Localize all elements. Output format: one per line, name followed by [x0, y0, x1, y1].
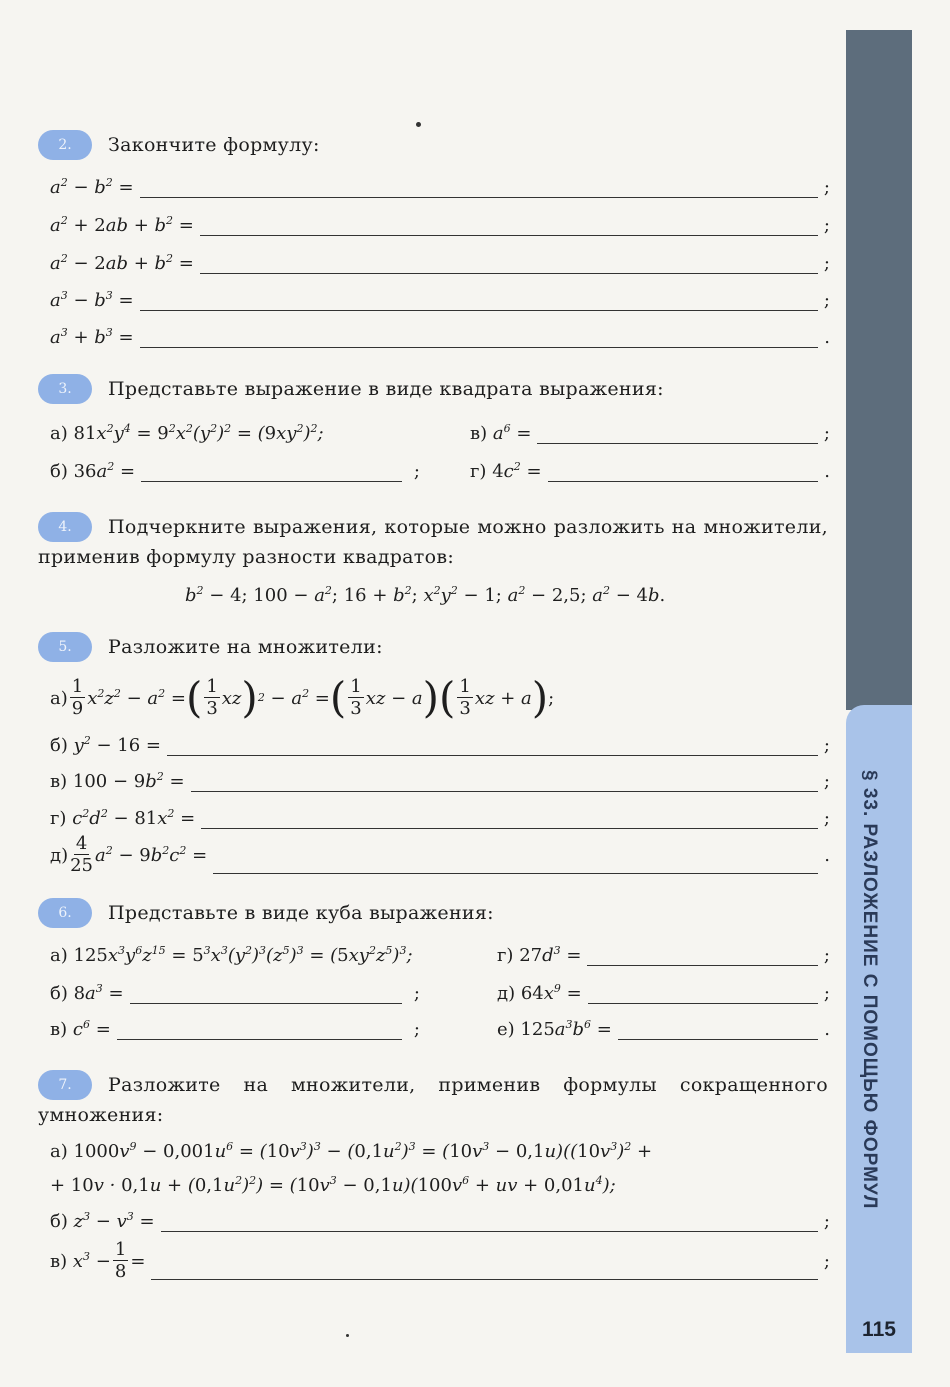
formula-row: г) $c^2d^2 - 81x^2$ = ;: [50, 807, 830, 829]
formula-row: д) $\frac{4}{25}$ $a^2 - 9b^2c^2$ = .: [50, 832, 830, 876]
answer-blank[interactable]: [548, 463, 819, 482]
formula-row: б) $y^2 - 16$ = ;: [50, 734, 830, 756]
item-label: а): [50, 687, 68, 709]
answer-blank[interactable]: [537, 425, 817, 444]
example-row: а) $1000v^9 - 0,001u^6 = (10v^3)^3 - (0,1u^2)^3 = (10v^3 - 0,1u)((10v^3)^2$ +: [50, 1140, 653, 1162]
formula-row: в) $x^3$ − $\frac{1}{8}$ = ;: [50, 1238, 830, 1282]
task-title: Разложите на множители, применив формулы сокращенного умножения:: [38, 1074, 828, 1126]
item-label: б): [50, 461, 68, 482]
formula-row: $a^3 - b^3$ = ;: [50, 289, 830, 311]
answer-blank[interactable]: [141, 463, 402, 482]
task-number-badge: 5.: [38, 632, 92, 662]
item-label: д): [50, 844, 69, 866]
formula-row: г) $4c^2$ = .: [470, 460, 830, 482]
answer-blank[interactable]: [151, 1261, 818, 1280]
answer-blank[interactable]: [191, 773, 818, 792]
task-number-badge: 4.: [38, 512, 92, 542]
answer-blank[interactable]: [140, 292, 818, 311]
formula-row: е) $125a^3b^6$ = .: [497, 1018, 830, 1040]
answer-blank[interactable]: [588, 985, 818, 1004]
answer-blank[interactable]: [167, 737, 818, 756]
task-title: Разложите на множители:: [108, 636, 383, 658]
task-number-badge: 7.: [38, 1070, 92, 1100]
section-title: § 33. РАЗЛОЖЕНИЕ С ПОМОЩЬЮ ФОРМУЛ: [859, 770, 880, 1210]
item-label: г): [470, 461, 487, 482]
formula-row: д) $64x^9$ = ;: [497, 982, 830, 1004]
task-title: Закончите формулу:: [108, 134, 320, 156]
item-label: г): [50, 808, 67, 829]
item-label: в): [50, 1019, 68, 1040]
item-label: е): [497, 1019, 515, 1040]
formula-row: в) $100 - 9b^2$ = ;: [50, 770, 830, 792]
task-number-badge: 6.: [38, 898, 92, 928]
item-label: д): [497, 983, 516, 1004]
answer-blank[interactable]: [618, 1021, 818, 1040]
answer-blank[interactable]: [200, 255, 818, 274]
item-label: б): [50, 1211, 68, 1232]
formula-row: $a^2 - 2ab + b^2$ = ;: [50, 252, 830, 274]
answer-blank[interactable]: [130, 985, 403, 1004]
print-speck: [416, 122, 421, 127]
item-label: в): [470, 423, 488, 444]
sidebar-dark-tab: [846, 30, 912, 710]
item-label: в): [50, 771, 68, 792]
formula-row: $a^2 + 2ab + b^2$ = ;: [50, 214, 830, 236]
formula-row: $a^2 - b^2$ = ;: [50, 176, 830, 198]
answer-blank[interactable]: [213, 855, 818, 874]
expression-list: $b^2 - 4$; $100 - a^2$; $16 + b^2$; $x^2y^2 - 1$; $a^2 - 2,5$; $a^2 - 4b$.: [185, 584, 666, 606]
item-label: а): [50, 423, 68, 444]
answer-blank[interactable]: [117, 1021, 402, 1040]
answer-blank[interactable]: [200, 217, 818, 236]
formula-row: б) $36a^2$ = ;: [50, 460, 420, 482]
task-number-badge: 2.: [38, 130, 92, 160]
formula-row: б) $8a^3$ = ;: [50, 982, 420, 1004]
formula-row: г) $27d^3$ = ;: [497, 944, 830, 966]
answer-blank[interactable]: [587, 947, 817, 966]
formula-row: в) $c^6$ = ;: [50, 1018, 420, 1040]
page-number: 115: [862, 1318, 896, 1341]
task-title: Представьте выражение в виде квадрата выражения:: [108, 378, 664, 400]
item-label: а): [50, 945, 68, 966]
example-row: а) $81x^2y^4 = 9^2x^2(y^2)^2 = (9xy^2)^2$;: [50, 422, 324, 444]
example-row: а) $125x^3y^6z^{15} = 5^3x^3(y^2)^3(z^5)^3 = (5xy^2z^5)^3$;: [50, 944, 413, 966]
item-label: б): [50, 983, 68, 1004]
item-label: г): [497, 945, 514, 966]
item-label: б): [50, 735, 68, 756]
task-title: Подчеркните выражения, которые можно разложить на множители, применив формулу разности квадратов:: [38, 516, 828, 568]
print-speck: [346, 1334, 349, 1337]
formula-row: б) $z^3 - v^3$ = ;: [50, 1210, 830, 1232]
formula-row: $a^3 + b^3$ = .: [50, 326, 830, 348]
formula-row: в) $a^6$ = ;: [470, 422, 830, 444]
item-label: в): [50, 1250, 68, 1272]
answer-blank[interactable]: [161, 1213, 818, 1232]
example-row: а) $\frac{1}{9}$ $x^2z^2 - a^2$ = ( $\frac{1}{3}$ xz ) 2 − $a^2$ = ( $\frac{1}{3}$ xz − a )( $\frac{1}{3}$ xz + a ) ;: [50, 673, 555, 722]
example-row-continuation: + $10v \cdot 0,1u + (0,1u^2)^2) = (10v^3 - 0,1u)(100v^6$ + uv + $0,01u^4$);: [50, 1174, 616, 1196]
item-label: а): [50, 1141, 68, 1162]
task-number-badge: 3.: [38, 374, 92, 404]
answer-blank[interactable]: [140, 329, 819, 348]
answer-blank[interactable]: [201, 810, 818, 829]
answer-blank[interactable]: [140, 179, 818, 198]
task-title: Представьте в виде куба выражения:: [108, 902, 494, 924]
